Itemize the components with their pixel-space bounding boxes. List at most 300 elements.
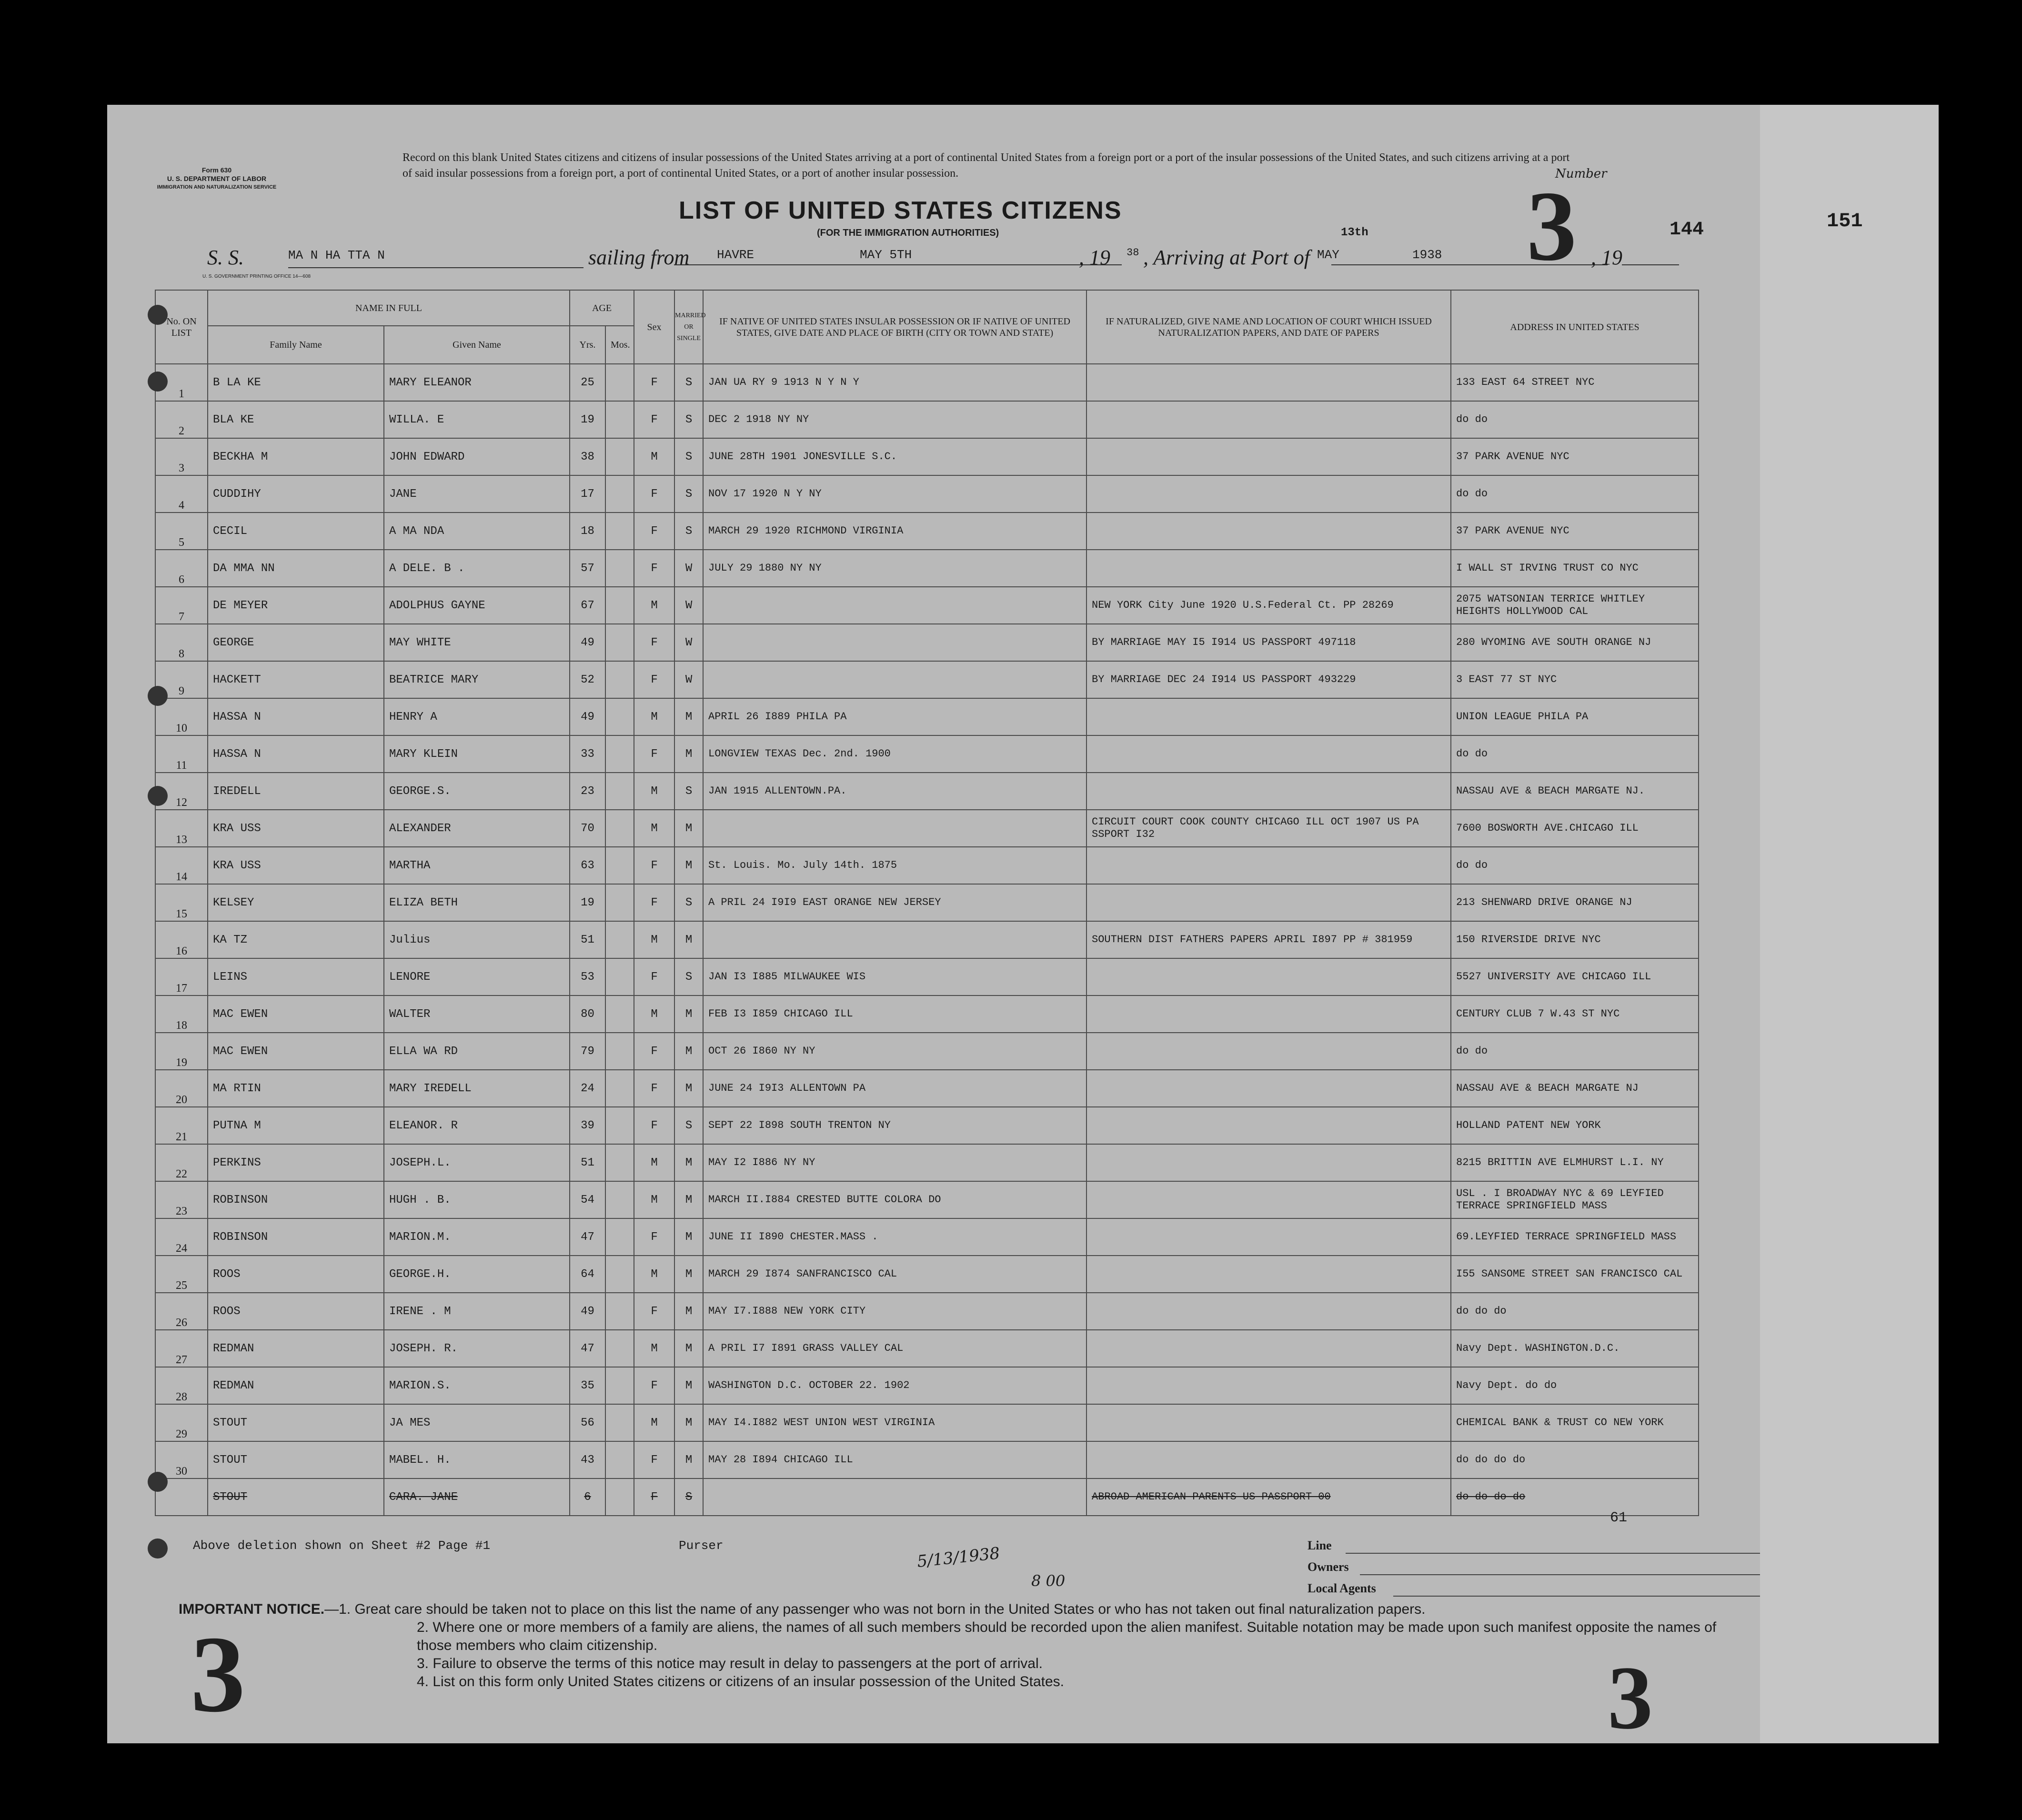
sex: M	[634, 995, 674, 1033]
family-name: MAC EWEN	[208, 995, 384, 1033]
manifest-sheet	[107, 105, 1760, 1748]
birth-info: JUNE 24 I9I3 ALLENTOWN PA	[703, 1070, 1086, 1107]
family-name: B LA KE	[208, 364, 384, 401]
us-address: NASSAU AVE & BEACH MARGATE NJ.	[1451, 773, 1699, 810]
adjacent-page-margin	[1760, 105, 1939, 1743]
row-number: 26	[155, 1293, 208, 1330]
given-name: Julius	[384, 921, 570, 958]
birth-info: APRIL 26 I889 PHILA PA	[703, 698, 1086, 735]
birth-info: NOV 17 1920 N Y NY	[703, 475, 1086, 513]
owners-field	[1360, 1574, 1789, 1575]
table-row	[155, 1330, 1699, 1367]
birth-info	[703, 661, 1086, 698]
family-name: DA MMA NN	[208, 550, 384, 587]
age-months	[605, 1256, 634, 1293]
marital-status: M	[674, 1033, 703, 1070]
marital-status: W	[674, 587, 703, 624]
birth-info	[703, 587, 1086, 624]
us-address: 69.LEYFIED TERRACE SPRINGFIELD MASS	[1451, 1218, 1699, 1256]
list-number: 3	[1527, 171, 1577, 282]
table-row	[155, 1144, 1699, 1181]
marital-status: M	[674, 921, 703, 958]
age-years: 51	[570, 1144, 605, 1181]
row-number: 25	[155, 1256, 208, 1293]
birth-info: MARCH 29 1920 RICHMOND VIRGINIA	[703, 513, 1086, 550]
table-row	[155, 1181, 1699, 1218]
us-address: do do	[1451, 847, 1699, 884]
binder-hole	[148, 372, 168, 392]
row-number: 7	[155, 587, 208, 624]
marital-status: W	[674, 661, 703, 698]
naturalization-info	[1086, 438, 1451, 475]
age-months	[605, 995, 634, 1033]
table-row	[155, 1107, 1699, 1144]
family-name: ROBINSON	[208, 1181, 384, 1218]
birth-info: St. Louis. Mo. July 14th. 1875	[703, 847, 1086, 884]
sex: F	[634, 513, 674, 550]
table-row	[155, 401, 1699, 438]
table-row	[155, 995, 1699, 1033]
col-birth: IF NATIVE OF UNITED STATES INSULAR POSSESSION OR IF NATIVE OF UNITED STATES, GIVE DATE AND PLACE OF BIRTH (CITY OR TOWN AND STATE)	[703, 290, 1086, 364]
family-name: GEORGE	[208, 624, 384, 661]
sex: M	[634, 587, 674, 624]
marital-status: W	[674, 550, 703, 587]
row-number: 13	[155, 810, 208, 847]
marital-status: M	[674, 1256, 703, 1293]
row-number: 11	[155, 735, 208, 773]
marital-status: M	[674, 810, 703, 847]
col-no: No. ON LIST	[155, 290, 208, 364]
marital-status: M	[674, 1070, 703, 1107]
table-row	[155, 624, 1699, 661]
given-name: MARION.M.	[384, 1218, 570, 1256]
family-name: CECIL	[208, 513, 384, 550]
age-years: 49	[570, 624, 605, 661]
sex: M	[634, 773, 674, 810]
us-address: do do	[1451, 735, 1699, 773]
given-name: HENRY A	[384, 698, 570, 735]
row-number: 24	[155, 1218, 208, 1256]
naturalization-info: SOUTHERN DIST FATHERS PAPERS APRIL I897 PP # 381959	[1086, 921, 1451, 958]
naturalization-info	[1086, 1404, 1451, 1441]
col-married: MARRIED OR SINGLE	[674, 290, 703, 364]
given-name: A MA NDA	[384, 513, 570, 550]
sailing-from-label: sailing from	[588, 246, 690, 269]
sex: F	[634, 1033, 674, 1070]
col-age: AGE	[570, 290, 634, 326]
age-years: 35	[570, 1367, 605, 1404]
naturalization-info	[1086, 1367, 1451, 1404]
service-name: IMMIGRATION AND NATURALIZATION SERVICE	[157, 184, 277, 190]
row-number: 14	[155, 847, 208, 884]
age-months	[605, 1441, 634, 1478]
age-months	[605, 810, 634, 847]
marital-status: S	[674, 364, 703, 401]
sex: M	[634, 810, 674, 847]
birth-info	[703, 810, 1086, 847]
naturalization-info	[1086, 550, 1451, 587]
age-years: 63	[570, 847, 605, 884]
us-address: do do do do	[1451, 1478, 1699, 1516]
age-years: 52	[570, 661, 605, 698]
page-61: 61	[1610, 1510, 1628, 1526]
row-number: 4	[155, 475, 208, 513]
table-row	[155, 847, 1699, 884]
us-address: CHEMICAL BANK & TRUST CO NEW YORK	[1451, 1404, 1699, 1441]
given-name: JOSEPH. R.	[384, 1330, 570, 1367]
table-row	[155, 587, 1699, 624]
sex: M	[634, 1330, 674, 1367]
age-years: 18	[570, 513, 605, 550]
given-name: JOSEPH.L.	[384, 1144, 570, 1181]
age-years: 54	[570, 1181, 605, 1218]
big-number-right: 3	[1608, 1648, 1653, 1748]
family-name: KELSEY	[208, 884, 384, 921]
naturalization-info	[1086, 1293, 1451, 1330]
birth-info: JAN UA RY 9 1913 N Y N Y	[703, 364, 1086, 401]
age-months	[605, 1330, 634, 1367]
age-years: 57	[570, 550, 605, 587]
col-name-in-full: NAME IN FULL	[208, 290, 570, 326]
sex: F	[634, 847, 674, 884]
row-number: 18	[155, 995, 208, 1033]
col-mos: Mos.	[605, 326, 634, 364]
inspector-date: 5/13/1938	[916, 1543, 1001, 1572]
age-years: 79	[570, 1033, 605, 1070]
naturalization-info	[1086, 995, 1451, 1033]
row-number: 1	[155, 364, 208, 401]
naturalization-info	[1086, 884, 1451, 921]
row-number: 19	[155, 1033, 208, 1070]
line-field	[1346, 1553, 1789, 1554]
col-sex: Sex	[634, 290, 674, 364]
table-row	[155, 1367, 1699, 1404]
given-name: MARY KLEIN	[384, 735, 570, 773]
age-years: 70	[570, 810, 605, 847]
age-months	[605, 661, 634, 698]
given-name: GEORGE.H.	[384, 1256, 570, 1293]
passenger-rows	[155, 364, 1699, 1516]
age-months	[605, 513, 634, 550]
sex: F	[634, 1367, 674, 1404]
given-name: ELEANOR. R	[384, 1107, 570, 1144]
table-row	[155, 1033, 1699, 1070]
birth-info: MARCH II.I884 CRESTED BUTTE COLORA DO	[703, 1181, 1086, 1218]
family-name: REDMAN	[208, 1367, 384, 1404]
age-years: 38	[570, 438, 605, 475]
given-name: WILLA. E	[384, 401, 570, 438]
number-label: Number	[1555, 167, 1607, 181]
birth-info: LONGVIEW TEXAS Dec. 2nd. 1900	[703, 735, 1086, 773]
given-name: WALTER	[384, 995, 570, 1033]
age-months	[605, 364, 634, 401]
age-years: 17	[570, 475, 605, 513]
us-address: 8215 BRITTIN AVE ELMHURST L.I. NY	[1451, 1144, 1699, 1181]
naturalization-info	[1086, 475, 1451, 513]
us-address: 7600 BOSWORTH AVE.CHICAGO ILL	[1451, 810, 1699, 847]
naturalization-info: BY MARRIAGE MAY I5 I914 US PASSPORT 497118	[1086, 624, 1451, 661]
marital-status: M	[674, 698, 703, 735]
birth-info: MAY I7.I888 NEW YORK CITY	[703, 1293, 1086, 1330]
family-name: BLA KE	[208, 401, 384, 438]
family-name: ROOS	[208, 1293, 384, 1330]
age-years: 64	[570, 1256, 605, 1293]
given-name: MARTHA	[384, 847, 570, 884]
birth-info: DEC 2 1918 NY NY	[703, 401, 1086, 438]
family-name: PERKINS	[208, 1144, 384, 1181]
family-name: HASSA N	[208, 735, 384, 773]
age-months	[605, 1218, 634, 1256]
fee-amount: 8 00	[1031, 1572, 1066, 1590]
sex: M	[634, 438, 674, 475]
row-number: 2	[155, 401, 208, 438]
table-row	[155, 661, 1699, 698]
binder-hole	[148, 305, 168, 325]
family-name: HASSA N	[208, 698, 384, 735]
naturalization-info	[1086, 1033, 1451, 1070]
age-years: 24	[570, 1070, 605, 1107]
marital-status: W	[674, 624, 703, 661]
sex: F	[634, 884, 674, 921]
family-name: STOUT	[208, 1404, 384, 1441]
sex: F	[634, 624, 674, 661]
table-row	[155, 810, 1699, 847]
department-name: U. S. DEPARTMENT OF LABOR	[167, 175, 267, 182]
sex: M	[634, 1181, 674, 1218]
binder-hole	[148, 1472, 168, 1492]
age-years: 53	[570, 958, 605, 995]
marital-status: S	[674, 1107, 703, 1144]
age-months	[605, 475, 634, 513]
marital-status: S	[674, 884, 703, 921]
family-name: REDMAN	[208, 1330, 384, 1367]
family-name: STOUT	[208, 1478, 384, 1516]
deletion-note: Above deletion shown on Sheet #2 Page #1	[193, 1538, 491, 1553]
age-months	[605, 1070, 634, 1107]
table-row	[155, 513, 1699, 550]
row-number: 29	[155, 1404, 208, 1441]
notice-1: —1. Great care should be taken not to place on this list the name of any passenger who was not born in the United States or who has not taken out final naturalization papers.	[324, 1601, 1426, 1617]
marital-status: M	[674, 1441, 703, 1478]
naturalization-info	[1086, 364, 1451, 401]
ship-name: MA N HA TTA N	[288, 245, 583, 268]
naturalization-info	[1086, 1218, 1451, 1256]
us-address: NASSAU AVE & BEACH MARGATE NJ	[1451, 1070, 1699, 1107]
us-address: Navy Dept. do do	[1451, 1367, 1699, 1404]
us-address: do do	[1451, 1033, 1699, 1070]
row-number: 16	[155, 921, 208, 958]
year-label: , 19	[1079, 246, 1110, 269]
us-address: 213 SHENWARD DRIVE ORANGE NJ	[1451, 884, 1699, 921]
given-name: JA MES	[384, 1404, 570, 1441]
birth-info: JUNE II I890 CHESTER.MASS .	[703, 1218, 1086, 1256]
age-months	[605, 1107, 634, 1144]
us-address: do do do	[1451, 1293, 1699, 1330]
important-notice	[179, 1600, 1750, 1691]
print-office-note: U. S. GOVERNMENT PRINTING OFFICE 14—608	[202, 274, 311, 279]
table-row	[155, 1404, 1699, 1441]
age-months	[605, 884, 634, 921]
table-row	[155, 1478, 1699, 1516]
binder-hole	[148, 686, 168, 706]
marital-status: M	[674, 735, 703, 773]
sex: F	[634, 1478, 674, 1516]
col-naturalized: IF NATURALIZED, GIVE NAME AND LOCATION OF COURT WHICH ISSUED NATURALIZATION PAPERS, AND DATE OF PAPERS	[1086, 290, 1451, 364]
form-identifier	[141, 166, 293, 191]
family-name: KRA USS	[208, 847, 384, 884]
sex: M	[634, 698, 674, 735]
row-number: 6	[155, 550, 208, 587]
naturalization-info	[1086, 1107, 1451, 1144]
big-number-left: 3	[191, 1613, 245, 1735]
birth-info: MAY I2 I886 NY NY	[703, 1144, 1086, 1181]
age-years: 56	[570, 1404, 605, 1441]
table-row	[155, 1256, 1699, 1293]
page-subtitle: (FOR THE IMMIGRATION AUTHORITIES)	[817, 228, 999, 238]
page-title: LIST OF UNITED STATES CITIZENS	[679, 197, 1122, 224]
us-address: 150 RIVERSIDE DRIVE NYC	[1451, 921, 1699, 958]
birth-info: MAY I4.I882 WEST UNION WEST VIRGINIA	[703, 1404, 1086, 1441]
us-address: CENTURY CLUB 7 W.43 ST NYC	[1451, 995, 1699, 1033]
age-months	[605, 958, 634, 995]
family-name: LEINS	[208, 958, 384, 995]
age-years: 19	[570, 401, 605, 438]
age-years: 19	[570, 884, 605, 921]
sex: F	[634, 661, 674, 698]
agents-field	[1393, 1596, 1789, 1597]
row-number: 17	[155, 958, 208, 995]
sex: F	[634, 550, 674, 587]
birth-info: SEPT 22 I898 SOUTH TRENTON NY	[703, 1107, 1086, 1144]
departure-date: MAY 5TH	[860, 248, 912, 262]
row-number: 5	[155, 513, 208, 550]
naturalization-info	[1086, 1181, 1451, 1218]
naturalization-info	[1086, 1070, 1451, 1107]
us-address: 37 PARK AVENUE NYC	[1451, 438, 1699, 475]
age-years: 39	[570, 1107, 605, 1144]
age-years: 23	[570, 773, 605, 810]
family-name: DE MEYER	[208, 587, 384, 624]
row-number: 23	[155, 1181, 208, 1218]
age-months	[605, 735, 634, 773]
age-months	[605, 1144, 634, 1181]
given-name: JANE	[384, 475, 570, 513]
line-label: Line	[1308, 1538, 1332, 1552]
ss-label: S. S.	[207, 246, 244, 269]
notice-title: IMPORTANT NOTICE.	[179, 1601, 325, 1617]
arriving-label: , Arriving at Port of	[1143, 246, 1310, 269]
us-address: do do do do	[1451, 1441, 1699, 1478]
given-name: GEORGE.S.	[384, 773, 570, 810]
birth-info	[703, 624, 1086, 661]
sex: F	[634, 401, 674, 438]
birth-info: MARCH 29 I874 SANFRANCISCO CAL	[703, 1256, 1086, 1293]
age-years: 67	[570, 587, 605, 624]
table-row	[155, 438, 1699, 475]
us-address: 5527 UNIVERSITY AVE CHICAGO ILL	[1451, 958, 1699, 995]
row-number: 30	[155, 1441, 208, 1478]
age-years: 33	[570, 735, 605, 773]
age-months	[605, 624, 634, 661]
given-name: ELIZA BETH	[384, 884, 570, 921]
age-months	[605, 698, 634, 735]
sex: M	[634, 1404, 674, 1441]
row-number: 28	[155, 1367, 208, 1404]
family-name: BECKHA M	[208, 438, 384, 475]
naturalization-info	[1086, 773, 1451, 810]
us-address: 2075 WATSONIAN TERRICE WHITLEY HEIGHTS HOLLYWOOD CAL	[1451, 587, 1699, 624]
given-name: MAY WHITE	[384, 624, 570, 661]
given-name: CARA. JANE	[384, 1478, 570, 1516]
table-row	[155, 735, 1699, 773]
col-address: ADDRESS IN UNITED STATES	[1451, 290, 1699, 364]
marital-status: M	[674, 1330, 703, 1367]
given-name: LENORE	[384, 958, 570, 995]
naturalization-info: NEW YORK City June 1920 U.S.Federal Ct. PP 28269	[1086, 587, 1451, 624]
birth-info	[703, 921, 1086, 958]
age-years: 51	[570, 921, 605, 958]
birth-info: FEB I3 I859 CHICAGO ILL	[703, 995, 1086, 1033]
col-yrs: Yrs.	[570, 326, 605, 364]
row-number: 21	[155, 1107, 208, 1144]
passenger-table	[155, 290, 1699, 1516]
age-months	[605, 1181, 634, 1218]
given-name: MARY ELEANOR	[384, 364, 570, 401]
table-row	[155, 550, 1699, 587]
sex: F	[634, 1293, 674, 1330]
table-row	[155, 1218, 1699, 1256]
table-row	[155, 921, 1699, 958]
age-years: 25	[570, 364, 605, 401]
birth-info: JAN 1915 ALLENTOWN.PA.	[703, 773, 1086, 810]
us-address: USL . I BROADWAY NYC & 69 LEYFIED TERRACE SPRINGFIELD MASS	[1451, 1181, 1699, 1218]
marital-status: S	[674, 401, 703, 438]
given-name: MARION.S.	[384, 1367, 570, 1404]
us-address: 37 PARK AVENUE NYC	[1451, 513, 1699, 550]
birth-info: A PRIL 24 I9I9 EAST ORANGE NEW JERSEY	[703, 884, 1086, 921]
sex: F	[634, 1218, 674, 1256]
family-name: PUTNA M	[208, 1107, 384, 1144]
age-months	[605, 1367, 634, 1404]
marital-status: M	[674, 1144, 703, 1181]
purser-label: Purser	[679, 1538, 724, 1553]
birth-info: JUNE 28TH 1901 JONESVILLE S.C.	[703, 438, 1086, 475]
naturalization-info: BY MARRIAGE DEC 24 I914 US PASSPORT 493229	[1086, 661, 1451, 698]
family-name: HACKETT	[208, 661, 384, 698]
stamp-144: 144	[1670, 219, 1704, 241]
sex: F	[634, 1107, 674, 1144]
col-family-name: Family Name	[208, 326, 384, 364]
naturalization-info	[1086, 958, 1451, 995]
table-row	[155, 884, 1699, 921]
naturalization-info: CIRCUIT COURT COOK COUNTY CHICAGO ILL OCT 1907 US PA SSPORT I32	[1086, 810, 1451, 847]
sex: M	[634, 1256, 674, 1293]
age-months	[605, 847, 634, 884]
family-name: CUDDIHY	[208, 475, 384, 513]
family-name: STOUT	[208, 1441, 384, 1478]
age-years: 49	[570, 698, 605, 735]
given-name: IRENE . M	[384, 1293, 570, 1330]
sex: F	[634, 1070, 674, 1107]
us-address: UNION LEAGUE PHILA PA	[1451, 698, 1699, 735]
marital-status: M	[674, 1181, 703, 1218]
marital-status: M	[674, 1367, 703, 1404]
row-number: 15	[155, 884, 208, 921]
marital-status: M	[674, 995, 703, 1033]
us-address: 280 WYOMING AVE SOUTH ORANGE NJ	[1451, 624, 1699, 661]
departure-port: HAVRE	[717, 248, 754, 262]
marital-status: M	[674, 1293, 703, 1330]
